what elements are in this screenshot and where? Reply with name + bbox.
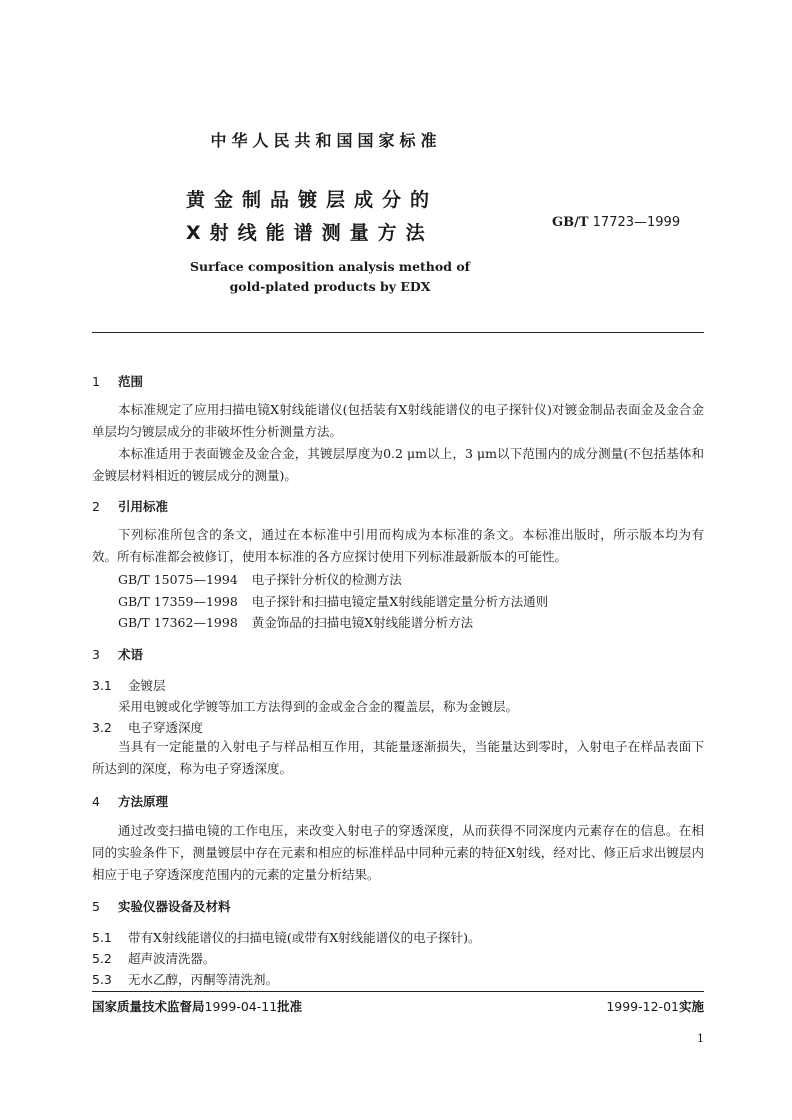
reference-code: GB/T 17362—1998 (118, 615, 238, 630)
section-title: 方法原理 (118, 794, 169, 809)
item-number: 5.3 (92, 972, 112, 987)
section-number: 3 (92, 647, 100, 662)
standard-code: GB/T (552, 215, 589, 230)
approval-label: 批准 (277, 999, 303, 1014)
equipment-item (92, 949, 216, 967)
document-title-line1: 黄金制品镀层成分的 (186, 189, 439, 211)
section-title: 范围 (118, 374, 144, 389)
reference-item (118, 592, 548, 610)
section-title: 引用标准 (118, 499, 169, 514)
reference-title: 电子探针分析仪的检测方法 (251, 572, 402, 587)
term-definition-3-1: 采用电镀或化学镀等加工方法得到的金或金合金的覆盖层，称为金镀层。 (118, 699, 519, 714)
document-title-line2: X射线能谱测量方法 (186, 222, 434, 244)
section-heading-2 (92, 497, 168, 515)
approval-date: 1999-04-11 (204, 999, 278, 1014)
term-title: 电子穿透深度 (128, 720, 204, 735)
footer-divider (92, 991, 704, 992)
item-text: 无水乙醇，丙酮等清洗剂。 (128, 972, 279, 987)
reference-code: GB/T 15075—1994 (118, 572, 238, 587)
section-1-paragraph-2: 本标准适用于表面镀金及金合金，其镀层厚度为0.2 μm以上，3 μm以下范围内的成分测量(不包括基体和金镀层材料相近的镀层成分的测量)。 (92, 446, 704, 483)
item-number: 5.1 (92, 930, 112, 945)
section-number: 5 (92, 899, 100, 914)
implementation-label: 实施 (678, 999, 704, 1014)
implementation-date: 1999-12-01 (606, 999, 679, 1014)
standard-number (552, 215, 680, 230)
reference-code: GB/T 17359—1998 (118, 594, 238, 609)
term-definition-3-2: 当具有一定能量的入射电子与样品相互作用，其能量逐渐损失，当能量达到零时，入射电子在样品表面下所达到的深度，称为电子穿透深度。 (92, 739, 704, 776)
section-heading-4 (92, 792, 168, 810)
approval-organization: 国家质量技术监督局 (92, 999, 205, 1014)
term-number: 3.2 (92, 720, 112, 735)
page-number: 1 (697, 1032, 704, 1045)
term-number: 3.1 (92, 678, 112, 693)
section-2-paragraph-1: 下列标准所包含的条文，通过在本标准中引用而构成为本标准的条文。本标准出版时，所示版本均为有效。所有标准都会被修订，使用本标准的各方应探讨使用下列标准最新版本的可能性。 (92, 527, 704, 564)
section-title: 术语 (118, 647, 144, 662)
item-text: 带有X射线能谱仪的扫描电镜(或带有X射线能谱仪的电子探针)。 (128, 930, 481, 945)
english-title-line1: Surface composition analysis method of (189, 259, 471, 274)
reference-item (118, 570, 402, 588)
term-heading-3-2 (92, 718, 203, 736)
standard-year-number: 17723—1999 (592, 215, 681, 230)
approval-info (92, 997, 302, 1015)
section-number: 1 (92, 374, 100, 389)
section-1-paragraph-1: 本标准规定了应用扫描电镜X射线能谱仪(包括装有X射线能谱仪的电子探针仪)对镀金制品表面金及金合金单层均匀镀层成分的非破坏性分析测量方法。 (92, 402, 704, 439)
section-number: 2 (92, 499, 100, 514)
term-title: 金镀层 (128, 678, 166, 693)
reference-title: 电子探针和扫描电镜定量X射线能谱定量分析方法通则 (251, 594, 549, 609)
section-title: 实验仪器设备及材料 (118, 899, 231, 914)
item-number: 5.2 (92, 951, 112, 966)
term-heading-3-1 (92, 676, 166, 694)
reference-title: 黄金饰品的扫描电镜X射线能谱分析方法 (251, 615, 474, 630)
section-number: 4 (92, 794, 100, 809)
header-divider (92, 332, 704, 333)
national-standard-heading: 中华人民共和国国家标准 (210, 131, 442, 150)
section-heading-1 (92, 372, 143, 390)
english-title-line2: gold-plated products by EDX (229, 279, 431, 294)
section-4-paragraph-1: 通过改变扫描电镜的工作电压，来改变入射电子的穿透深度，从而获得不同深度内元素存在的信息。在相同的实验条件下，测量镀层中存在元素和相应的标准样品中同种元素的特征X射线，经对比、修正后求出镀层内相应于电子穿透深度范围内的元素的定量分析结果。 (92, 823, 704, 882)
implementation-info (606, 997, 704, 1015)
equipment-item (92, 928, 481, 946)
reference-item (118, 613, 473, 631)
section-heading-3 (92, 645, 143, 663)
section-heading-5 (92, 897, 231, 915)
equipment-item (92, 970, 278, 988)
item-text: 超声波清洗器。 (128, 951, 216, 966)
